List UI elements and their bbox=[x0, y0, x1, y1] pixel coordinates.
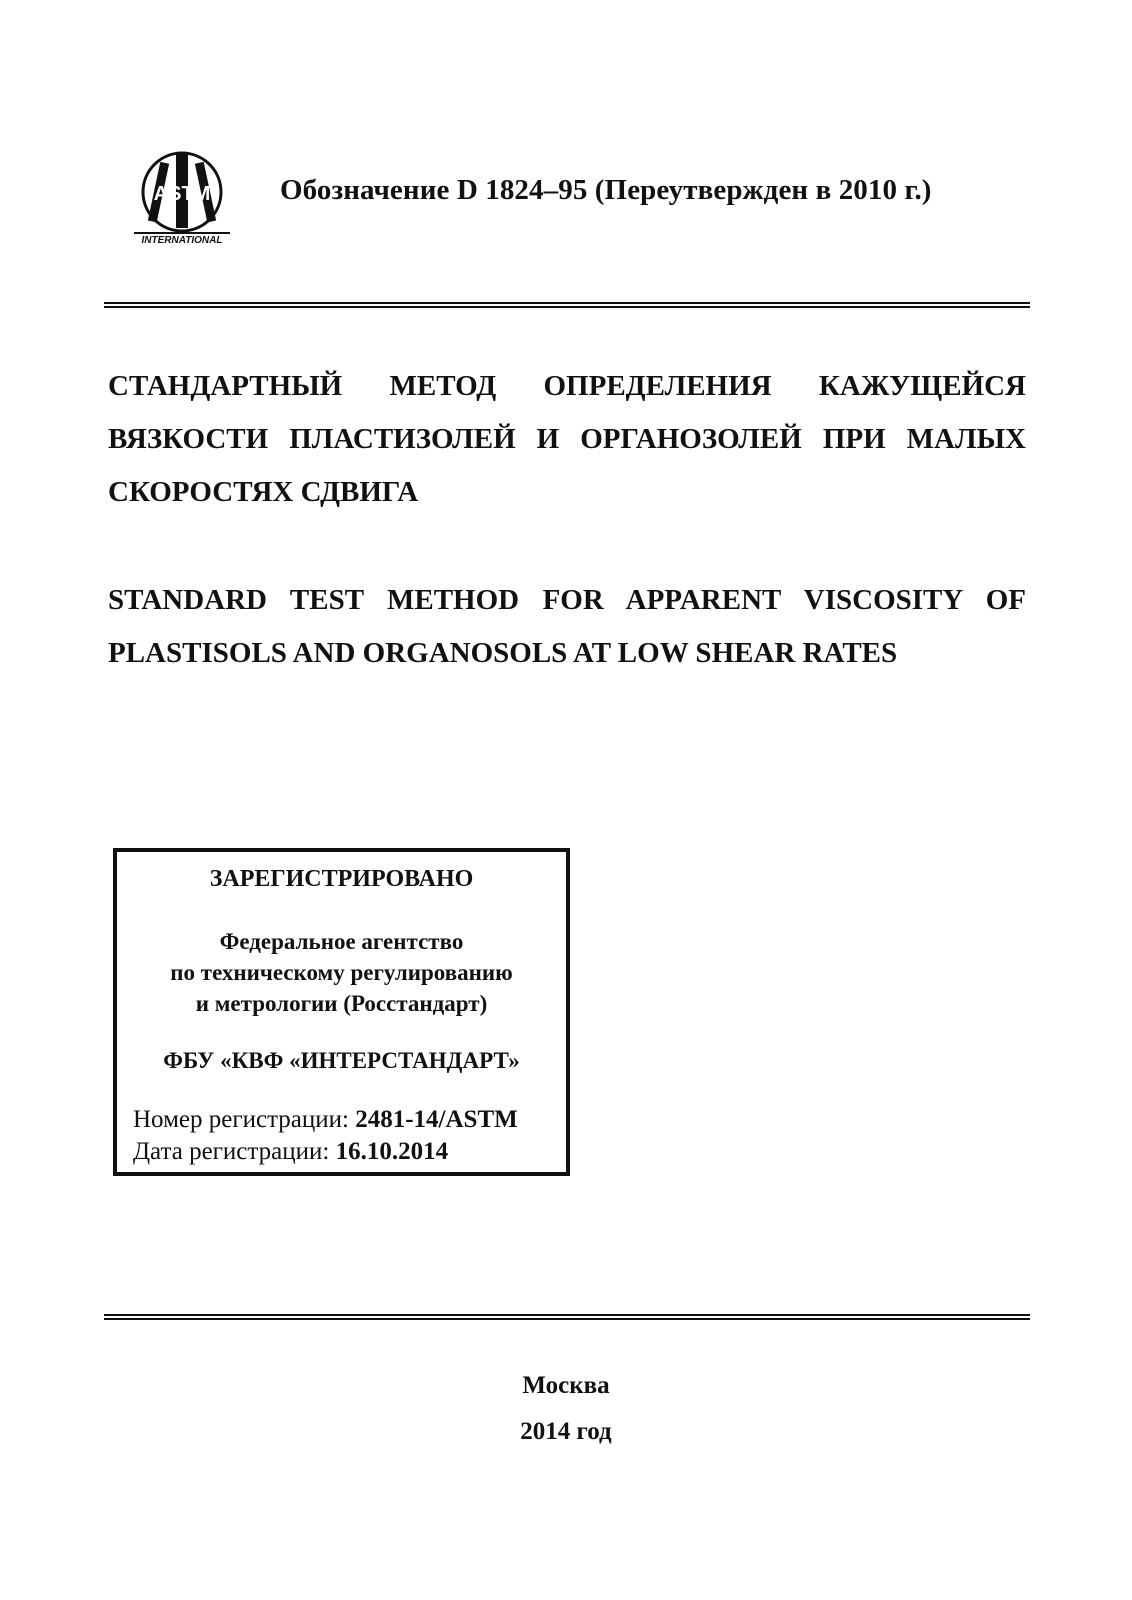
registration-number bbox=[133, 1106, 518, 1134]
registration-stamp bbox=[113, 848, 570, 1176]
agency-line-2: по техническому регулированию bbox=[170, 960, 513, 985]
registration-date bbox=[133, 1138, 448, 1166]
registration-number-label: Номер регистрации: bbox=[133, 1106, 356, 1133]
registration-heading: ЗАРЕГИСТРИРОВАНО bbox=[209, 866, 474, 892]
registration-agency bbox=[117, 926, 566, 1019]
title-en-line-2: PLASTISOLS AND ORGANOSOLS AT LOW SHEAR RATES bbox=[108, 637, 898, 669]
publication-year: 2014 год bbox=[520, 1418, 612, 1445]
title-ru-line-2: ВЯЗКОСТИ ПЛАСТИЗОЛЕЙ И ОРГАНОЗОЛЕЙ ПРИ МАЛЫХ bbox=[108, 423, 1026, 455]
bottom-double-rule bbox=[104, 1314, 1030, 1320]
registration-date-value: 16.10.2014 bbox=[335, 1138, 449, 1165]
logo-subtext: INTERNATIONAL bbox=[141, 235, 223, 244]
top-double-rule bbox=[104, 302, 1030, 308]
title-ru-line-3: СКОРОСТЯХ СДВИГА bbox=[108, 476, 419, 508]
astm-logo bbox=[132, 148, 232, 244]
title-english bbox=[108, 574, 1026, 680]
publication-city: Москва bbox=[522, 1372, 610, 1399]
agency-line-1: Федеральное агентство bbox=[219, 929, 464, 954]
agency-line-3: и метрологии (Росстандарт) bbox=[195, 991, 488, 1016]
registration-organization: ФБУ «КВФ «ИНТЕРСТАНДАРТ» bbox=[163, 1048, 520, 1073]
registration-date-label: Дата регистрации: bbox=[133, 1138, 336, 1165]
title-en-line-1: STANDARD TEST METHOD FOR APPARENT VISCOSITY OF bbox=[108, 584, 1026, 616]
logo-lettering: ASTM bbox=[153, 183, 211, 205]
title-ru-line-1: СТАНДАРТНЫЙ МЕТОД ОПРЕДЕЛЕНИЯ КАЖУЩЕЙСЯ bbox=[108, 370, 1026, 402]
document-designation: Обозначение D 1824–95 (Переутвержден в 2010 г.) bbox=[280, 174, 932, 206]
title-russian bbox=[108, 360, 1026, 519]
registration-number-value: 2481-14/ASTM bbox=[355, 1106, 518, 1133]
